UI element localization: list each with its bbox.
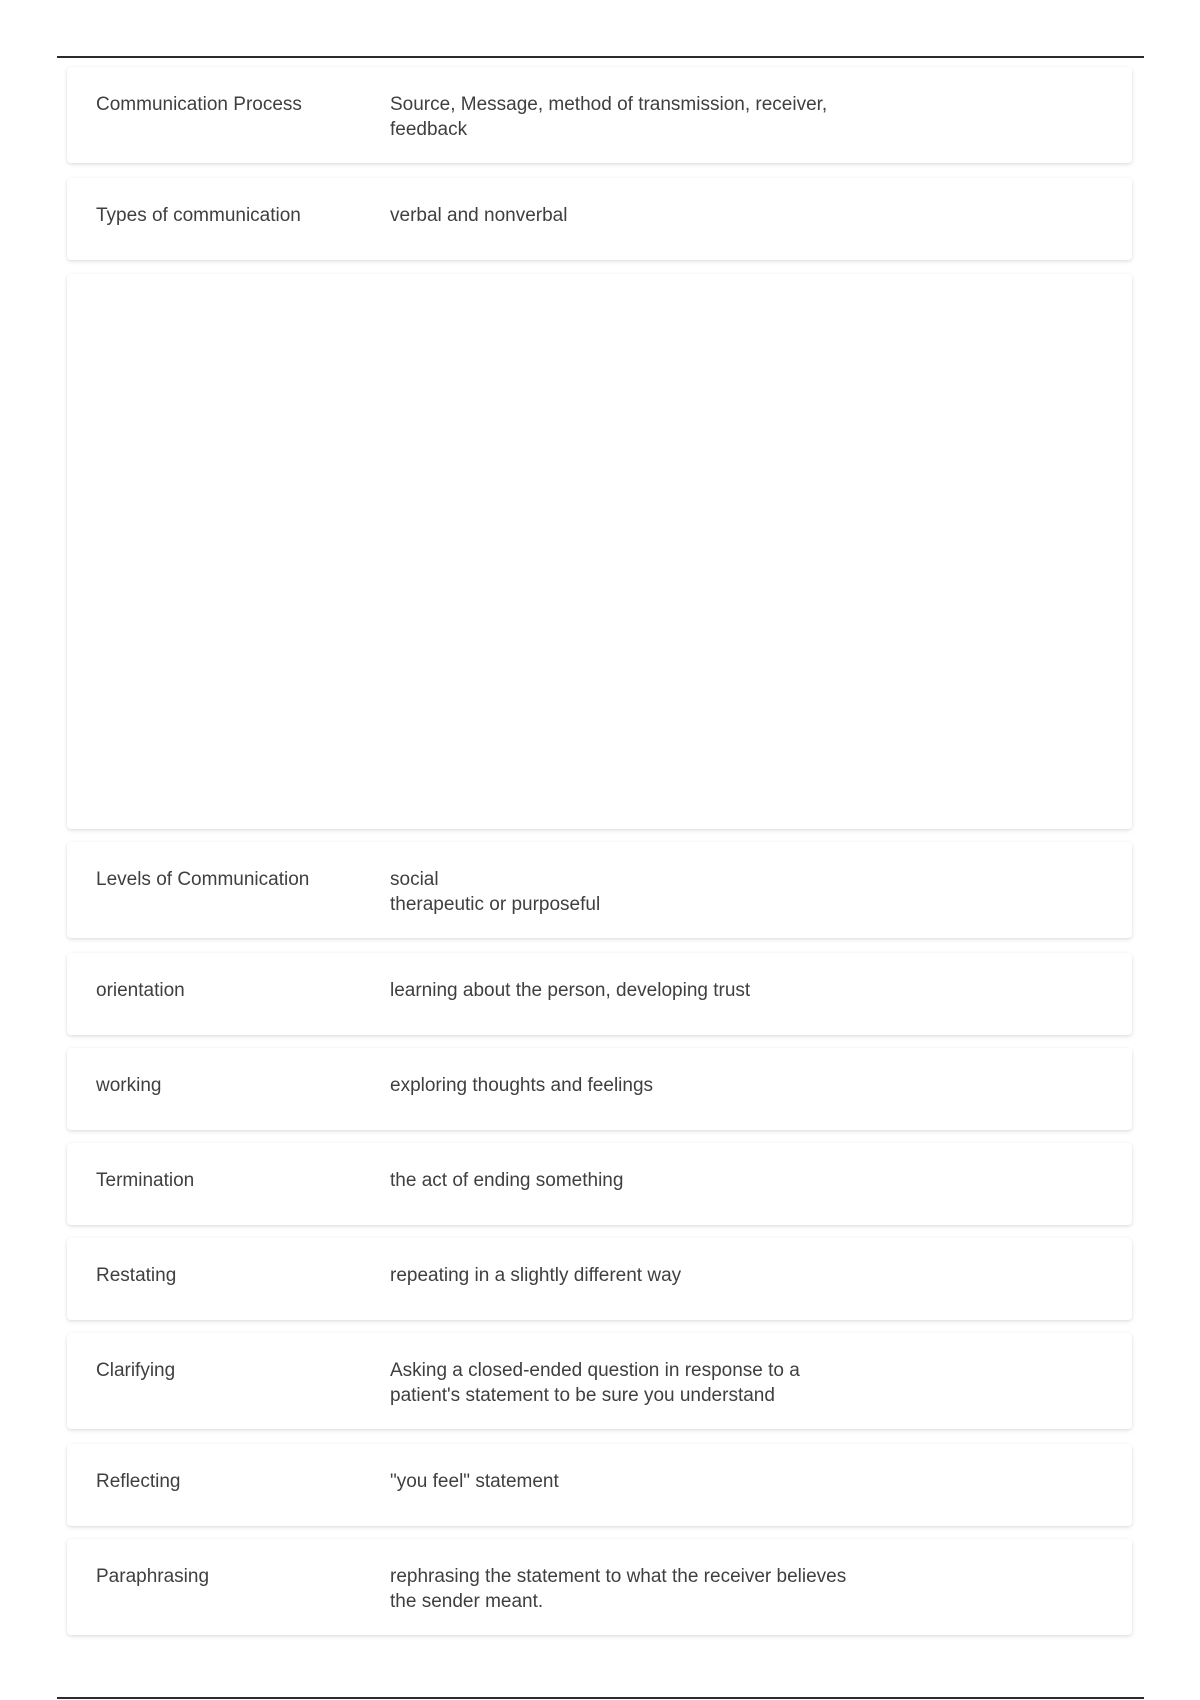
card-definition: learning about the person, developing trust bbox=[390, 980, 751, 1001]
flashcard-row bbox=[67, 1444, 1132, 1526]
flashcard-row bbox=[67, 842, 1132, 938]
top-divider bbox=[57, 56, 1144, 58]
flashcard-row bbox=[67, 953, 1132, 1035]
flashcard-row bbox=[67, 1539, 1132, 1635]
card-definition: Asking a closed-ended question in response to a patient's statement to be sure you understand bbox=[390, 1360, 800, 1406]
flashcard-row bbox=[67, 1143, 1132, 1225]
card-definition: repeating in a slightly different way bbox=[390, 1265, 682, 1286]
flashcard-row bbox=[67, 1333, 1132, 1429]
card-definition: the act of ending something bbox=[390, 1170, 624, 1191]
flashcard-row-blank bbox=[67, 274, 1132, 829]
card-term: Termination bbox=[96, 1170, 195, 1191]
card-term: working bbox=[96, 1075, 162, 1096]
card-term: Restating bbox=[96, 1265, 177, 1286]
card-definition: "you feel" statement bbox=[390, 1471, 559, 1492]
card-term: Paraphrasing bbox=[96, 1566, 210, 1587]
flashcard-row bbox=[67, 1048, 1132, 1130]
card-term: Reflecting bbox=[96, 1471, 181, 1492]
card-term: Types of communication bbox=[96, 205, 301, 226]
card-term: Levels of Communication bbox=[96, 869, 310, 890]
card-definition: rephrasing the statement to what the receiver believes the sender meant. bbox=[390, 1566, 847, 1612]
flashcard-row bbox=[67, 1238, 1132, 1320]
card-definition: social therapeutic or purposeful bbox=[390, 869, 601, 915]
flashcard-row bbox=[67, 67, 1132, 163]
card-term: Communication Process bbox=[96, 94, 302, 115]
bottom-divider bbox=[57, 1697, 1144, 1699]
card-term: orientation bbox=[96, 980, 185, 1001]
card-definition: verbal and nonverbal bbox=[390, 205, 568, 226]
card-term: Clarifying bbox=[96, 1360, 176, 1381]
card-definition: exploring thoughts and feelings bbox=[390, 1075, 654, 1096]
flashcard-row bbox=[67, 178, 1132, 260]
card-definition: Source, Message, method of transmission, receiver, feedback bbox=[390, 94, 828, 140]
